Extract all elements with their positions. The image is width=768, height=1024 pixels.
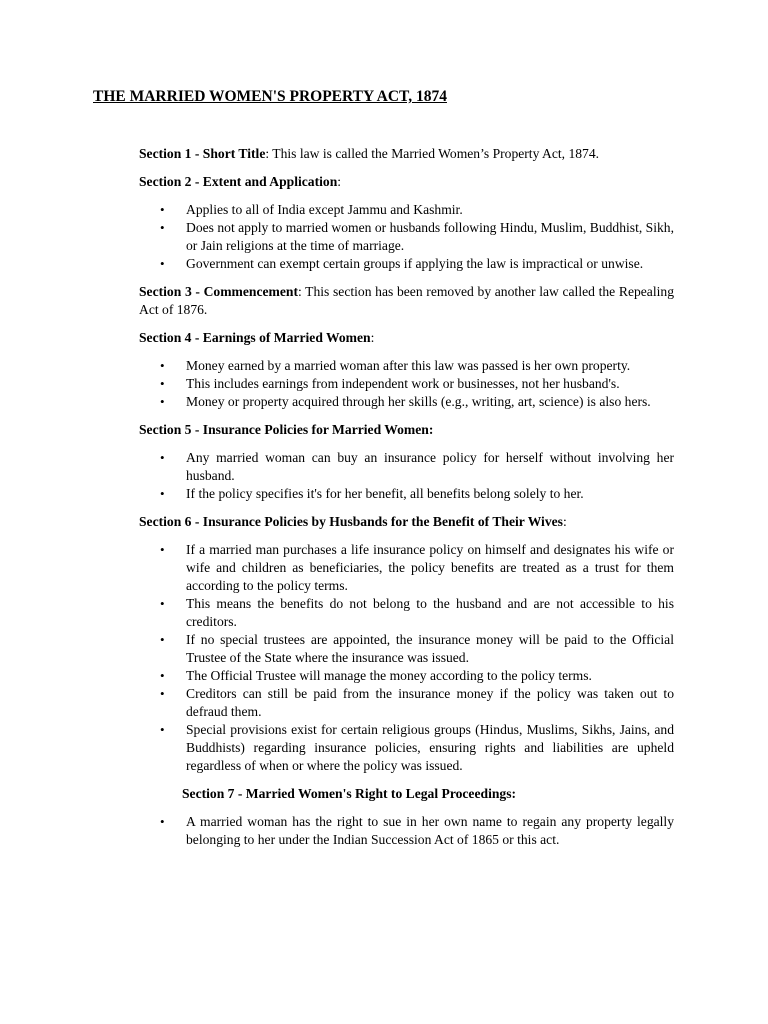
bullet-icon: • [160,486,165,501]
bullet-icon: • [160,596,165,611]
section-5-paragraph [139,421,674,439]
list-item-text: If no special trustees are appointed, the insurance money will be paid to the Official Trustee of the State where the insurance was issued. [186,632,674,665]
section-6-paragraph [139,513,674,531]
bullet-icon: • [160,202,165,217]
list-item-text: A married woman has the right to sue in her own name to regain any property legally belonging to her under the Indian Succession Act of 1865 or this act. [186,814,674,847]
bullet-icon: • [160,376,165,391]
list-item-text: Any married woman can buy an insurance policy for herself without involving her husband. [186,450,674,483]
list-item [139,393,674,411]
section-7-bullet-list [139,813,674,849]
list-item-text: If a married man purchases a life insurance policy on himself and designates his wife or wife and children as beneficiaries, the policy benefits are treated as a trust for them according to the policy terms. [186,542,674,593]
section-4-paragraph [139,329,674,347]
list-item-text: Money earned by a married woman after this law was passed is her own property. [186,358,631,373]
bullet-icon: • [160,220,165,235]
list-item [139,201,674,219]
bullet-icon: • [160,632,165,647]
section-6-bullet-list [139,541,674,775]
heading-separator: : [265,146,270,161]
heading-separator: : [297,284,302,299]
bullet-icon: • [160,394,165,409]
list-item [139,219,674,255]
section-3-paragraph [139,283,674,319]
section-heading: Section 4 - Earnings of Married Women [139,330,371,345]
list-item [139,631,674,667]
section-heading: Section 3 - Commencement [139,284,298,299]
heading-separator: : [337,174,342,189]
list-item-text: Government can exempt certain groups if applying the law is impractical or unwise. [186,256,644,271]
list-item [139,721,674,775]
list-item [139,485,674,503]
list-item-text: Creditors can still be paid from the insurance money if the policy was taken out to defraud them. [186,686,674,719]
bullet-icon: • [160,722,165,737]
section-heading: Section 6 - Insurance Policies by Husbands for the Benefit of Their Wives [139,514,563,529]
heading-separator: : [370,330,375,345]
list-item-text: Money or property acquired through her skills (e.g., writing, art, science) is also hers. [186,394,651,409]
list-item-text: Applies to all of India except Jammu and Kashmir. [186,202,463,217]
section-heading: Section 1 - Short Title [139,146,266,161]
bullet-icon: • [160,450,165,465]
list-item [139,595,674,631]
section-text: This section has been removed by another law called the Repealing Act of 1876. [139,284,674,317]
section-heading: Section 5 - Insurance Policies for Married Women: [139,422,434,437]
bullet-icon: • [160,256,165,271]
bullet-icon: • [160,814,165,829]
bullet-icon: • [160,358,165,373]
list-item-text: This means the benefits do not belong to the husband and are not accessible to his creditors. [186,596,674,629]
bullet-icon: • [160,668,165,683]
list-item [139,667,674,685]
list-item [139,255,674,273]
section-2-paragraph [139,173,674,191]
list-item [139,357,674,375]
section-1-paragraph [139,145,674,163]
document-body [139,145,674,859]
section-heading: Section 2 - Extent and Application [139,174,338,189]
section-7-paragraph [139,785,674,803]
section-2-bullet-list [139,201,674,273]
section-text: This law is called the Married Women’s Property Act, 1874. [269,146,600,161]
list-item [139,813,674,849]
section-heading: Section 7 - Married Women's Right to Legal Proceedings: [182,786,517,801]
list-item [139,685,674,721]
list-item [139,449,674,485]
list-item [139,541,674,595]
section-5-bullet-list [139,449,674,503]
document-title: THE MARRIED WOMEN'S PROPERTY ACT, 1874 [93,88,447,105]
bullet-icon: • [160,542,165,557]
list-item-text: The Official Trustee will manage the money according to the policy terms. [186,668,592,683]
list-item-text: If the policy specifies it's for her benefit, all benefits belong solely to her. [186,486,584,501]
heading-separator: : [562,514,567,529]
section-4-bullet-list [139,357,674,411]
bullet-icon: • [160,686,165,701]
list-item-text: Special provisions exist for certain religious groups (Hindus, Muslims, Sikhs, Jains, and Buddhists) regarding insurance policies, ensuring rights and liabilities are upheld regardless of when or where the policy was issued. [186,722,674,773]
list-item [139,375,674,393]
list-item-text: This includes earnings from independent work or businesses, not her husband's. [186,376,620,391]
list-item-text: Does not apply to married women or husbands following Hindu, Muslim, Buddhist, Sikh, or Jain religions at the time of marriage. [186,220,674,253]
